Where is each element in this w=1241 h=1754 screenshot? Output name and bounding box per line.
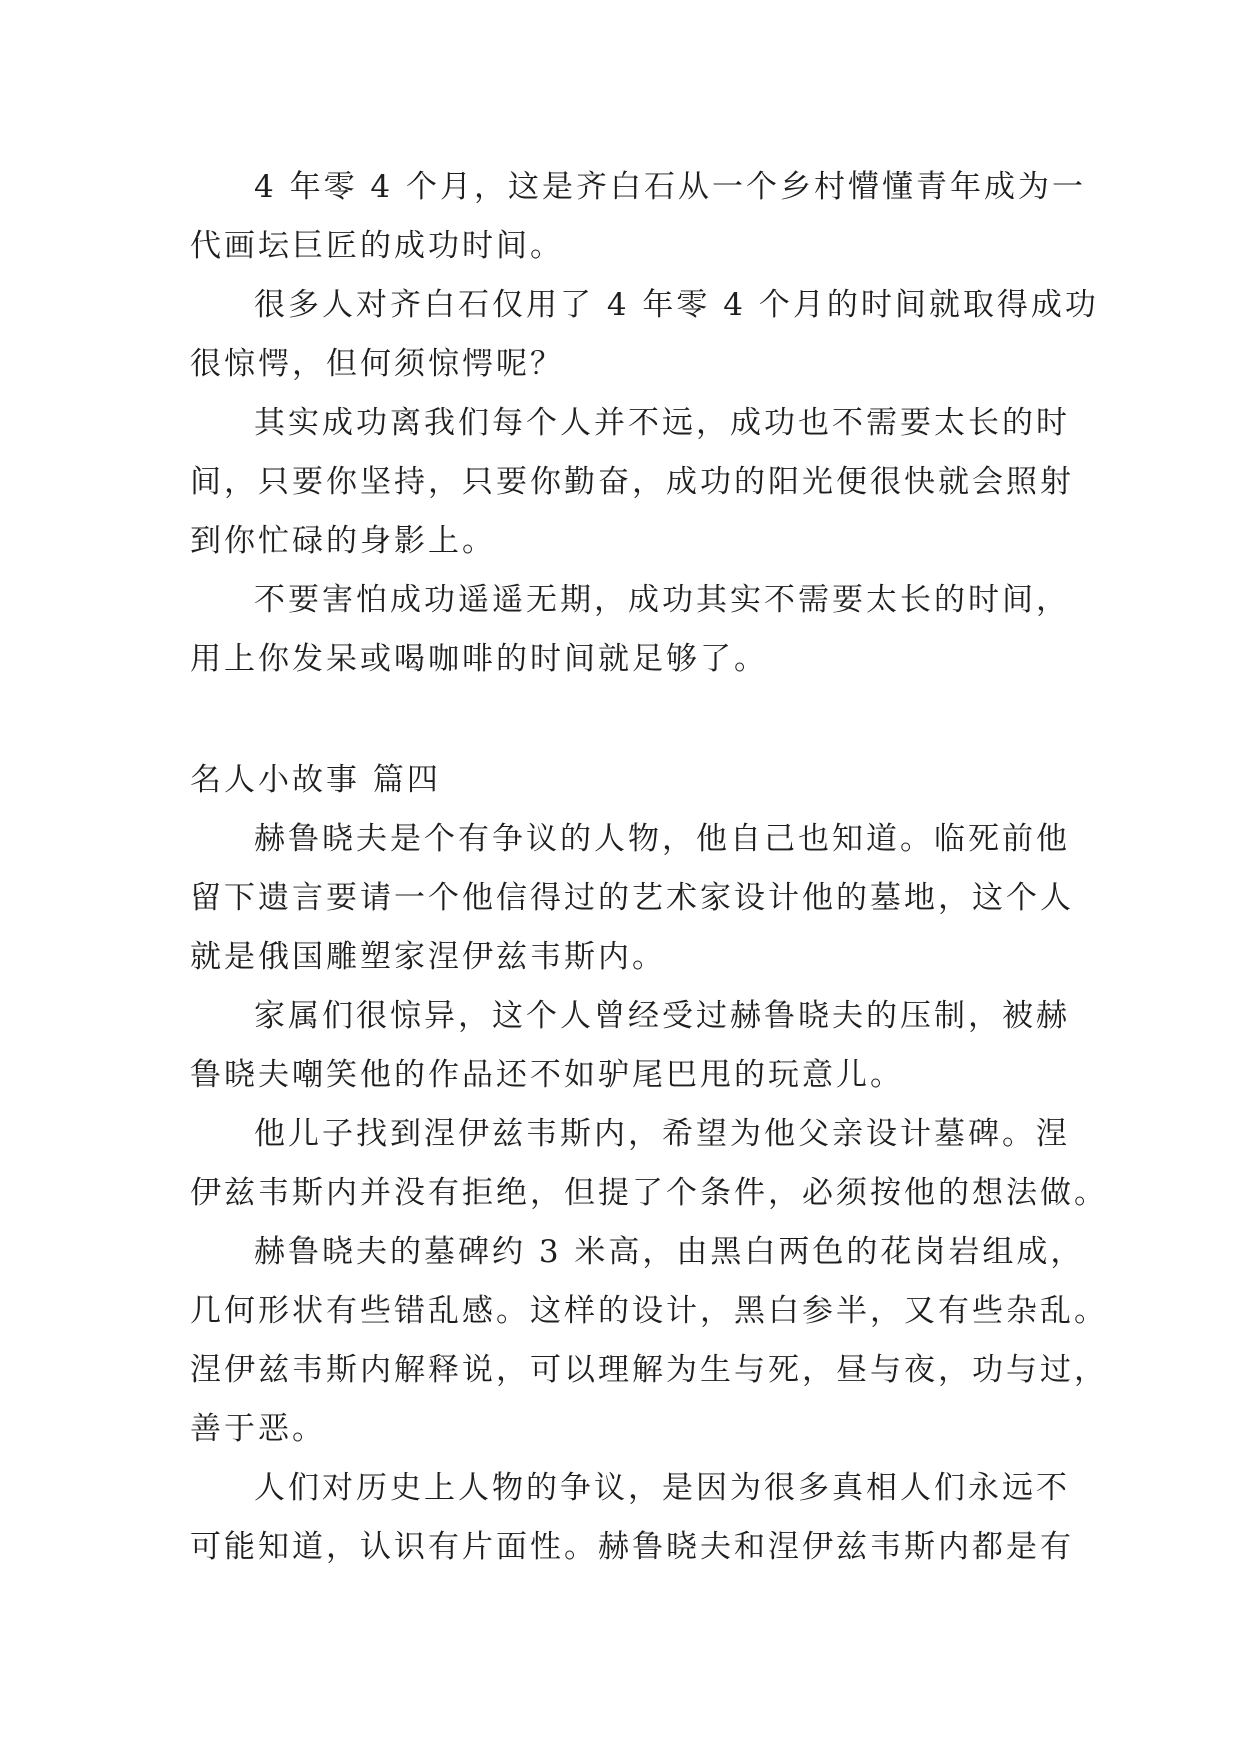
paragraph-line: 人们对历史上人物的争议，是因为很多真相人们永远不 bbox=[254, 1470, 1070, 1506]
paragraph-line: 到你忙碌的身影上。 bbox=[190, 523, 496, 559]
paragraph-qibaishi-time bbox=[190, 158, 1087, 276]
paragraph-line: 不要害怕成功遥遥无期，成功其实不需要太长的时间， bbox=[254, 582, 1070, 618]
paragraph-line: 代画坛巨匠的成功时间。 bbox=[190, 228, 564, 264]
document-body bbox=[190, 158, 1108, 1577]
paragraph-line: 留下遗言要请一个他信得过的艺术家设计他的墓地，这个人 bbox=[190, 880, 1074, 916]
paragraph-line: 伊兹韦斯内并没有拒绝，但提了个条件，必须按他的想法做。 bbox=[190, 1175, 1108, 1211]
paragraph-line: 赫鲁晓夫是个有争议的人物，他自己也知道。临死前他 bbox=[254, 821, 1070, 857]
paragraph-line: 善于恶。 bbox=[190, 1411, 326, 1447]
section-heading: 名人小故事 篇四 bbox=[190, 762, 441, 798]
paragraph-line: 可能知道，认识有片面性。赫鲁晓夫和涅伊兹韦斯内都是有 bbox=[190, 1529, 1074, 1565]
paragraph-line: 间，只要你坚持，只要你勤奋，成功的阳光便很快就会照射 bbox=[190, 464, 1074, 500]
paragraph-success-not-far bbox=[190, 394, 1074, 571]
paragraph-line: 很惊愕，但何须惊愕呢？ bbox=[190, 346, 564, 382]
paragraph-line: 几何形状有些错乱感。这样的设计，黑白参半，又有些杂乱。 bbox=[190, 1293, 1108, 1329]
paragraph-dont-fear bbox=[190, 571, 1070, 689]
paragraph-line: 涅伊兹韦斯内解释说，可以理解为生与死，昼与夜，功与过， bbox=[190, 1352, 1108, 1388]
paragraph-line: 赫鲁晓夫的墓碑约 3 米高，由黑白两色的花岗岩组成， bbox=[254, 1234, 1085, 1270]
paragraph-son-request bbox=[190, 1105, 1108, 1223]
paragraph-tombstone-design bbox=[190, 1223, 1108, 1459]
paragraph-line: 4 年零 4 个月，这是齐白石从一个乡村懵懂青年成为一 bbox=[254, 169, 1087, 205]
paragraph-line: 他儿子找到涅伊兹韦斯内，希望为他父亲设计墓碑。涅 bbox=[254, 1116, 1070, 1152]
paragraph-line: 很多人对齐白石仅用了 4 年零 4 个月的时间就取得成功 bbox=[254, 287, 1099, 323]
paragraph-historical-controversy bbox=[190, 1459, 1074, 1577]
paragraph-line: 其实成功离我们每个人并不远，成功也不需要太长的时 bbox=[254, 405, 1070, 441]
paragraph-why-surprised bbox=[190, 276, 1099, 394]
paragraph-khrushchev-will bbox=[190, 810, 1074, 987]
paragraph-line: 用上你发呆或喝咖啡的时间就足够了。 bbox=[190, 641, 768, 677]
paragraph-line: 就是俄国雕塑家涅伊兹韦斯内。 bbox=[190, 939, 666, 975]
paragraph-line: 家属们很惊异，这个人曾经受过赫鲁晓夫的压制，被赫 bbox=[254, 998, 1070, 1034]
paragraph-line: 鲁晓夫嘲笑他的作品还不如驴尾巴甩的玩意儿。 bbox=[190, 1057, 904, 1093]
paragraph-family-surprised bbox=[190, 987, 1070, 1105]
